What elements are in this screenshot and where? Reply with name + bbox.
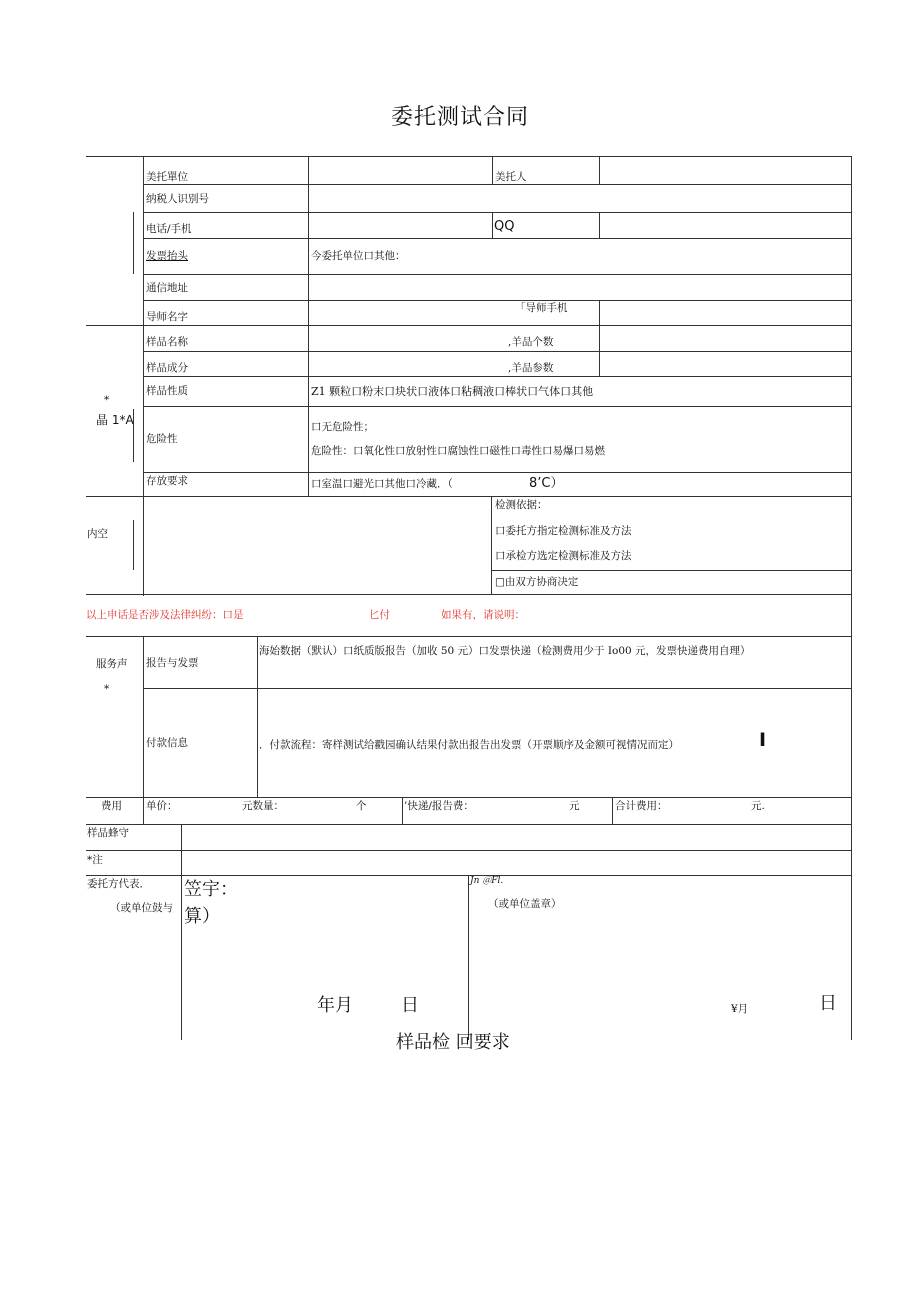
hazard-none-option[interactable]: 口无危险性； <box>311 421 374 433</box>
unit-price-label: 单价： <box>146 800 178 812</box>
quantity-label: 元数量： <box>242 800 284 812</box>
client-rep-sub: （或单位鼓与 <box>110 902 173 914</box>
basis-option-lab[interactable]: 口承检方选定检测标准及方法 <box>495 550 632 562</box>
express-fee-label: ’快递/报告费： <box>404 800 474 812</box>
rule <box>86 824 852 825</box>
rule <box>599 212 600 238</box>
rule <box>143 636 144 824</box>
client-rep-label: 委托方代表． <box>87 878 150 890</box>
tutor-name-label: 导师名字 <box>146 311 188 323</box>
taxid-label: 纳税人识别号 <box>146 193 209 205</box>
sample-count-label: ,羊品个数 <box>508 336 554 348</box>
client-person-label: 美托人 <box>495 171 527 183</box>
right-day: 日 <box>819 993 837 1014</box>
storage-temperature: 8’C） <box>529 476 564 491</box>
sample-section-label: 晶 1*A <box>96 413 134 427</box>
rule <box>133 212 134 274</box>
total-fee-label: 合计费用： <box>615 800 668 812</box>
rule <box>86 875 852 876</box>
right-sub: （或单位盖章） <box>488 898 562 910</box>
rule <box>491 496 492 594</box>
rule <box>86 797 852 798</box>
rule <box>402 797 403 824</box>
storage-label: 存放要求 <box>146 475 188 487</box>
rule <box>492 212 493 238</box>
rule <box>143 274 852 275</box>
hazard-label: 危险性 <box>146 433 178 445</box>
note-label: *注 <box>87 854 103 866</box>
rule <box>143 156 144 596</box>
rule <box>143 212 852 213</box>
rule <box>143 376 852 377</box>
rule <box>181 824 182 1040</box>
cutoff-text: 样品检 回要求 <box>396 1032 510 1053</box>
left-date: 年月 <box>317 995 353 1016</box>
sample-params-label: ,羊品参数 <box>508 362 554 374</box>
rule <box>491 570 852 571</box>
rule <box>143 688 852 689</box>
rule <box>851 156 852 1040</box>
right-header: Jn ＠Fl. <box>470 876 504 886</box>
rule <box>143 184 852 185</box>
rule <box>308 156 309 496</box>
basis-option-client[interactable]: 口委托方指定检测标准及方法 <box>495 525 632 537</box>
sample-name-label: 样品名称 <box>146 336 188 348</box>
qq-label: QQ <box>494 219 515 234</box>
quantity-unit: 个 <box>356 800 367 812</box>
sample-nature-options[interactable]: Z1 颗粒口粉末口块状口液体口粘稠液口棒状口气体口其他 <box>311 385 594 398</box>
address-label: 通信地址 <box>146 282 188 294</box>
client-unit-label: 美托單位 <box>146 171 188 183</box>
invoice-label: 发票抬头 <box>146 250 188 262</box>
report-label: 报告与发票 <box>146 657 199 669</box>
basis-label: 检测依据： <box>495 499 548 511</box>
report-options[interactable]: 海始数据（默认）口纸质版报告（加收 50 元）口发票快递（检测费用少于 Io00 元，发票快递费用自理） <box>259 645 751 657</box>
rule <box>257 636 258 797</box>
rule <box>612 797 613 824</box>
content-label: 内空 <box>87 528 108 540</box>
payment-mark: I <box>759 729 767 751</box>
fees-label: 费用 <box>101 800 122 812</box>
sample-composition-label: 样品成分 <box>146 362 188 374</box>
phone-label: 电话/手机 <box>146 223 192 235</box>
rule <box>492 156 493 184</box>
tutor-phone-label: 「导师手机 <box>515 302 568 314</box>
rule <box>468 875 469 1040</box>
rule <box>86 636 852 637</box>
rule <box>599 156 600 184</box>
service-star: * <box>104 683 110 695</box>
rule <box>86 850 852 851</box>
sample-nature-label: 样品性质 <box>146 385 188 397</box>
sample-keep-label: 样品蜂守 <box>87 827 129 839</box>
service-label: 服务声 <box>96 658 128 670</box>
cutoff-row <box>380 1030 580 1053</box>
storage-options[interactable]: 口室温口避光口其他口冷藏．（ <box>311 478 453 490</box>
hazard-options[interactable]: 危险性：口氧化性口放射性口腐蚀性口磁性口毒性口易爆口易燃 <box>311 445 605 457</box>
payment-text: ．付款流程：寄样测试给戳园确认结果付款出报告出发票（开票顺序及金额可视情况而定） <box>259 739 679 751</box>
rule <box>86 496 852 497</box>
rule <box>86 325 852 326</box>
total-fee-unit: 元. <box>751 800 765 812</box>
right-date: ¥月 <box>731 1003 749 1015</box>
rule <box>86 156 852 157</box>
legal-no-option[interactable]: 匕付 <box>369 609 390 621</box>
invoice-options[interactable]: 今委托单位口其他： <box>311 250 406 262</box>
page-title: 委托测试合同 <box>390 105 529 130</box>
signature-line-2: 算） <box>184 906 220 927</box>
payment-label: 付款信息 <box>146 737 188 749</box>
legal-question: 以上申话是否涉及法律纠纷：口是 <box>86 609 244 621</box>
rule <box>143 351 852 352</box>
signature-line-1: 笠宇： <box>184 879 238 900</box>
rule <box>143 300 852 301</box>
rule <box>143 406 852 407</box>
rule <box>133 520 134 570</box>
legal-explain: 如果有，请说明： <box>441 609 525 621</box>
rule <box>599 300 600 376</box>
rule <box>143 238 852 239</box>
basis-option-mutual[interactable]: □由双方协商决定 <box>495 576 579 588</box>
express-fee-unit: 元 <box>569 800 580 812</box>
rule <box>143 472 852 473</box>
sample-section-star: * <box>104 394 110 406</box>
left-day: 日 <box>401 995 419 1016</box>
rule <box>86 594 852 595</box>
